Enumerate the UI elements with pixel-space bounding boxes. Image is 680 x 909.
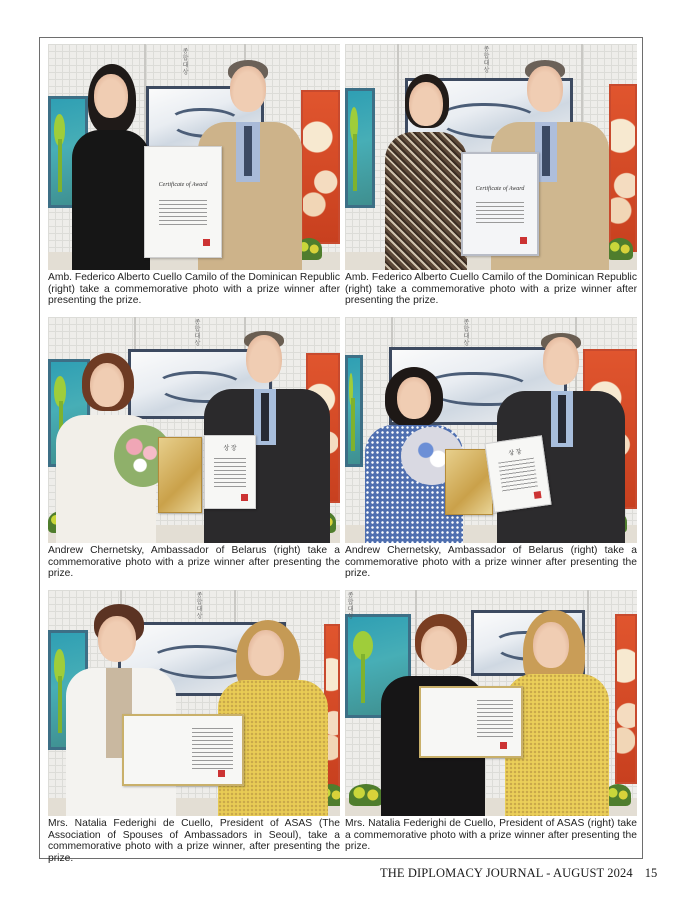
photo-caption: Amb. Federico Alberto Cuello Camilo of the Dominican Republic (right) take a commemorative photo with a prize winner after presenting the prize. — [48, 272, 340, 307]
award-certificate — [122, 714, 244, 786]
award-certificate — [419, 686, 523, 758]
photo-1 — [48, 44, 340, 270]
photo-cell-5 — [48, 590, 340, 864]
photo-3 — [48, 317, 340, 543]
exhibition-sign: 종합대상 — [196, 592, 203, 620]
photo-caption: Mrs. Natalia Federighi de Cuello, President of ASAS (right) take a commemorative photo with a prize winner after presenting the prize. — [345, 818, 637, 853]
page-footer — [380, 866, 657, 881]
painting-landscape — [345, 355, 363, 467]
exhibition-sign: 종합대상 — [194, 319, 201, 347]
exhibition-sign: 종합대상 — [347, 592, 354, 620]
publication-footer: THE DIPLOMACY JOURNAL - AUGUST 2024 — [380, 866, 633, 880]
prize-winner — [66, 64, 156, 270]
photo-4 — [345, 317, 637, 543]
photo-caption: Andrew Chernetsky, Ambassador of Belarus (right) take a commemorative photo with a prize winner after presenting the prize. — [345, 545, 637, 580]
exhibition-sign: 종합대상 — [182, 48, 189, 76]
photo-caption: Andrew Chernetsky, Ambassador of Belarus (right) take a commemorative photo with a prize winner after presenting the prize. — [48, 545, 340, 580]
photo-cell-3 — [48, 317, 340, 580]
award-certificate: 상 장 — [484, 435, 551, 512]
painting-landscape — [345, 88, 375, 208]
page-number: 15 — [644, 866, 658, 880]
prize-winner — [381, 74, 471, 270]
photo-cell-4 — [345, 317, 637, 580]
photo-caption: Mrs. Natalia Federighi de Cuello, President of ASAS (The Association of Spouses of Ambassadors in Seoul), take a commemorative photo with a prize winner, after presenting the prize. — [48, 818, 340, 864]
award-folder — [158, 437, 202, 513]
painting-flowers — [609, 84, 637, 254]
photo-cell-2 — [345, 44, 637, 307]
photo-2 — [345, 44, 637, 270]
exhibition-sign: 종합대상 — [483, 46, 490, 74]
award-certificate: 상 장 — [204, 435, 256, 509]
photo-cell-6 — [345, 590, 637, 853]
exhibition-sign: 종합대상 — [463, 319, 470, 347]
painting-flowers — [615, 614, 637, 784]
photo-5 — [48, 590, 340, 816]
photo-caption: Amb. Federico Alberto Cuello Camilo of the Dominican Republic (right) take a commemorative photo with a prize winner after presenting the prize. — [345, 272, 637, 307]
photo-6 — [345, 590, 637, 816]
award-certificate: Certificate of Award — [144, 146, 222, 258]
photo-cell-1 — [48, 44, 340, 307]
award-certificate: Certificate of Award — [461, 152, 539, 256]
